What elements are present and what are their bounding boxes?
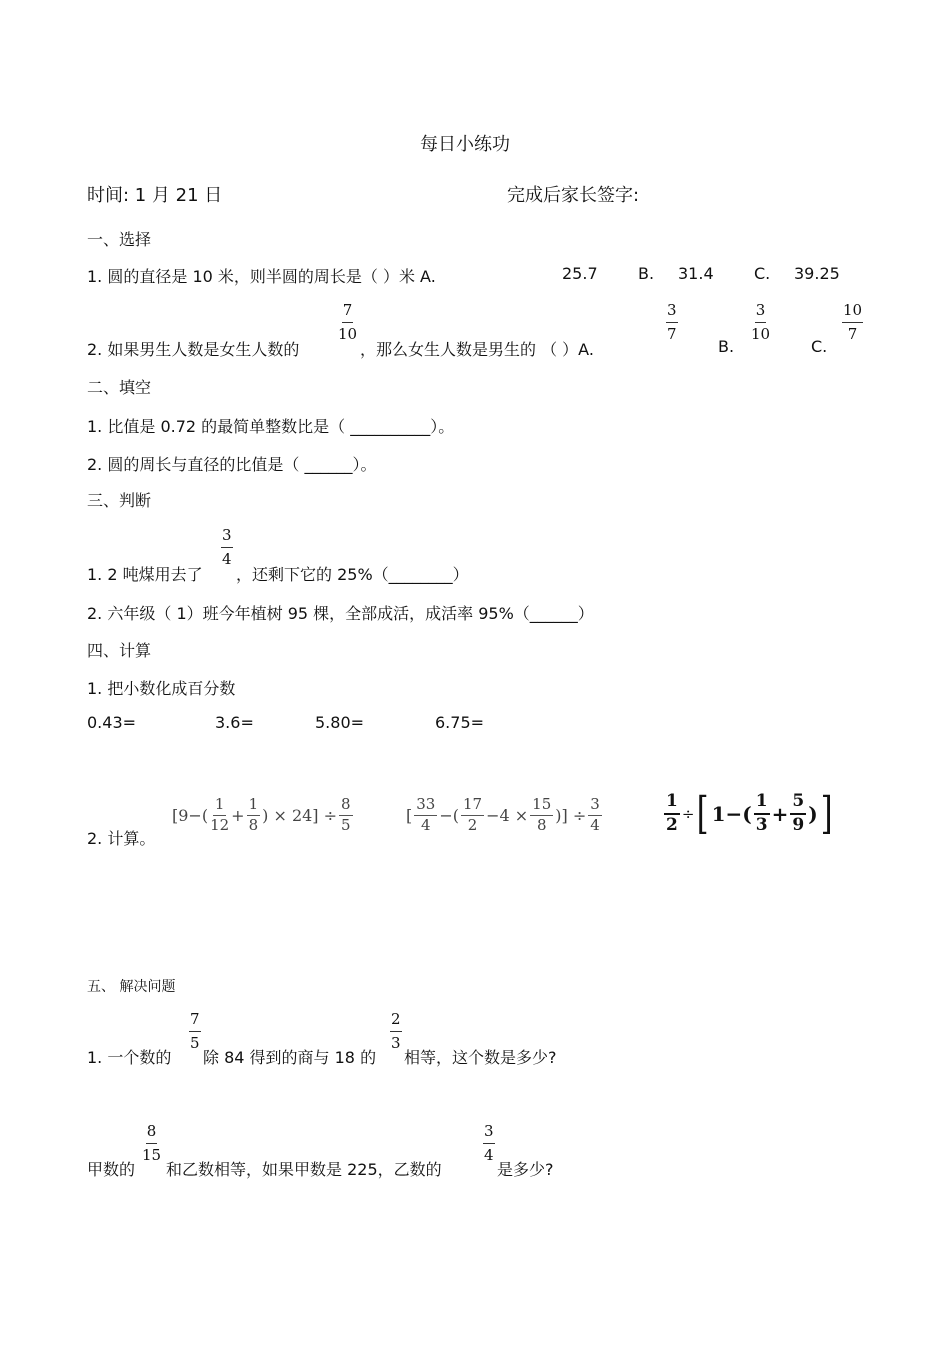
fraction: $\frac{8}{5}$ bbox=[341, 794, 351, 834]
conversion-item: 0.43= bbox=[87, 713, 137, 732]
fraction: $\frac{1}{8}$ bbox=[248, 794, 259, 834]
fraction: $\frac{5}{9}$ bbox=[792, 791, 805, 835]
calc-q2-label: 2. 计算。 bbox=[87, 829, 156, 848]
fill-q1-text: 1. 比值是 0.72 的最简单整数比是（ __________）。 bbox=[87, 417, 455, 436]
problem-q1-fraction-2: $\frac{2}{3}$ bbox=[391, 1010, 401, 1052]
problem-q2-text-a: 甲数的 bbox=[87, 1160, 136, 1179]
problem-q1-text-c: 相等，这个数是多少? bbox=[404, 1048, 557, 1067]
page-title: 每日小练功 bbox=[420, 134, 510, 155]
fraction: $\frac{1}{2}$ bbox=[666, 791, 678, 835]
fraction: 17 2 bbox=[463, 794, 483, 834]
parent-signature-label: 完成后家长签字: bbox=[507, 185, 640, 206]
choice-q2-fraction: $\frac{7}{10}$ bbox=[338, 301, 358, 343]
judge-q1-text-a: 1. 2 吨煤用去了 bbox=[87, 565, 203, 584]
section-judge-heading: 三、判断 bbox=[87, 491, 152, 510]
judge-q2-text: 2. 六年级（ 1）班今年植树 95 棵，全部成活，成活率 95%（______） bbox=[87, 604, 594, 623]
problem-q2-fraction-2: $\frac{3}{4}$ bbox=[484, 1122, 494, 1164]
choice-q1-option-b: 31.4 bbox=[678, 264, 714, 283]
section-calc-heading: 四、计算 bbox=[87, 641, 152, 660]
calc-expression-3: $\frac{1}{2}$ ÷ [ 1−( 1 3 + $\frac{5}{9}$ ) ] bbox=[666, 788, 833, 839]
section-problems-heading: 五、 解决问题 bbox=[87, 979, 176, 995]
section-fill-heading: 二、填空 bbox=[87, 378, 152, 397]
choice-q2-option-c: $\frac{10}{7}$ bbox=[843, 301, 863, 343]
choice-q2-option-a: $\frac{3}{7}$ bbox=[667, 301, 677, 343]
calc-expression-1: [9−( 1 12 + $\frac{1}{8}$ ) × 24] ÷ $\frac{8}{5}$ bbox=[172, 794, 351, 834]
choice-q2-text-a: 2. 如果男生人数是女生人数的 bbox=[87, 340, 300, 359]
fill-q2-text: 2. 圆的周长与直径的比值是（ ______）。 bbox=[87, 455, 377, 474]
fraction: $\frac{3}{4}$ bbox=[590, 794, 600, 834]
choice-q1-option-c: 39.25 bbox=[794, 264, 840, 283]
problem-q2-text-b: 和乙数相等，如果甲数是 225，乙数的 bbox=[166, 1160, 442, 1179]
problem-q1-fraction-1: $\frac{7}{5}$ bbox=[190, 1010, 200, 1052]
conversion-item: 5.80= bbox=[315, 713, 365, 732]
choice-q2-c-label: C. bbox=[811, 337, 828, 356]
calc-q1-label: 1. 把小数化成百分数 bbox=[87, 679, 236, 698]
fraction: 1 12 bbox=[210, 794, 230, 834]
judge-q1-fraction: $\frac{3}{4}$ bbox=[222, 526, 232, 568]
calc-expression-2: [ 33 4 −( 17 2 −4 × $\frac{15}{8}$ )] ÷ $\frac{3}{4}$ bbox=[406, 794, 600, 834]
choice-q1-b-label: B. bbox=[638, 264, 655, 283]
date-label: 时间: 1 月 21 日 bbox=[87, 185, 223, 206]
conversion-item: 3.6= bbox=[215, 713, 254, 732]
fraction: 1 3 bbox=[755, 791, 768, 835]
problem-q2-fraction-1: $\frac{8}{15}$ bbox=[142, 1122, 162, 1164]
choice-q2-text-b: ，那么女生人数是男生的 （ ）A. bbox=[360, 340, 594, 359]
choice-q2-option-b: $\frac{3}{10}$ bbox=[751, 301, 771, 343]
choice-q1-option-a: 25.7 bbox=[562, 264, 598, 283]
fraction: $\frac{15}{8}$ bbox=[532, 794, 552, 834]
choice-q2-b-label: B. bbox=[718, 337, 735, 356]
judge-q1-text-b: ，还剩下它的 25%（________） bbox=[236, 565, 469, 584]
problem-q2-text-c: 是多少? bbox=[497, 1160, 554, 1179]
section-choice-heading: 一、选择 bbox=[87, 230, 152, 249]
problem-q1-text-a: 1. 一个数的 bbox=[87, 1048, 172, 1067]
conversion-item: 6.75= bbox=[435, 713, 485, 732]
problem-q1-text-b: 除 84 得到的商与 18 的 bbox=[203, 1048, 377, 1067]
fraction: 33 4 bbox=[416, 794, 436, 834]
choice-q1-text: 1. 圆的直径是 10 米，则半圆的周长是（ ）米 A. bbox=[87, 267, 436, 286]
choice-q1-c-label: C. bbox=[754, 264, 771, 283]
